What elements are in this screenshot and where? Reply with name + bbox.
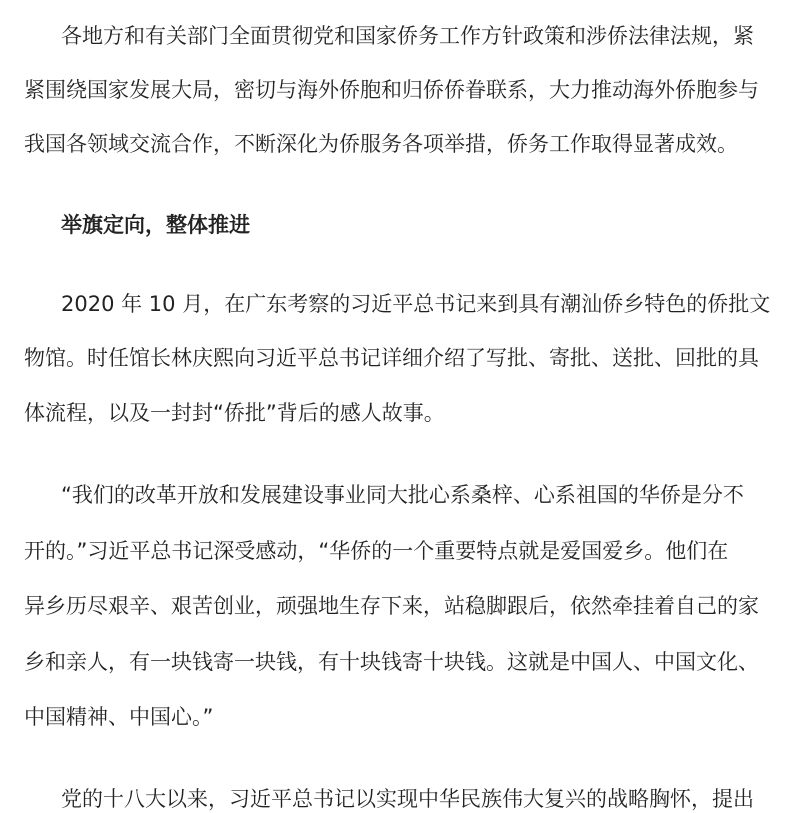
paragraph-3-line-1: “我们的改革开放和发展建设事业同大批心系桑梓、心系祖国的华侨是分不 bbox=[61, 483, 744, 507]
paragraph-3-line-3: 异乡历尽艰辛、艰苦创业，顽强地生存下来，站稳脚跟后，依然牵挂着自己的家 bbox=[24, 594, 759, 618]
section-heading: 举旗定向，整体推进 bbox=[61, 213, 250, 237]
paragraph-2-line-2: 物馆。时任馆长林庆熙向习近平总书记详细介绍了写批、寄批、送批、回批的具 bbox=[24, 346, 759, 370]
paragraph-3-line-4: 乡和亲人，有一块钱寄一块钱，有十块钱寄十块钱。这就是中国人、中国文化、 bbox=[24, 650, 759, 674]
paragraph-1-line-2: 紧围绕国家发展大局，密切与海外侨胞和归侨侨眷联系，大力推动海外侨胞参与 bbox=[24, 78, 759, 102]
paragraph-3-line-2: 开的。”习近平总书记深受感动，“华侨的一个重要特点就是爱国爱乡。他们在 bbox=[24, 539, 729, 563]
paragraph-1-line-1: 各地方和有关部门全面贯彻党和国家侨务工作方针政策和涉侨法律法规，紧 bbox=[61, 24, 754, 48]
paragraph-1-line-3: 我国各领域交流合作，不断深化为侨服务各项举措，侨务工作取得显著成效。 bbox=[24, 132, 738, 156]
paragraph-2-line-3: 体流程，以及一封封“侨批”背后的感人故事。 bbox=[24, 401, 445, 425]
paragraph-3-line-5: 中国精神、中国心。” bbox=[24, 705, 214, 729]
paragraph-4-line-1: 党的十八大以来，习近平总书记以实现中华民族伟大复兴的战略胸怀，提出 bbox=[61, 787, 754, 811]
paragraph-2-line-1: 2020 年 10 月，在广东考察的习近平总书记来到具有潮汕侨乡特色的侨批文 bbox=[61, 292, 771, 316]
